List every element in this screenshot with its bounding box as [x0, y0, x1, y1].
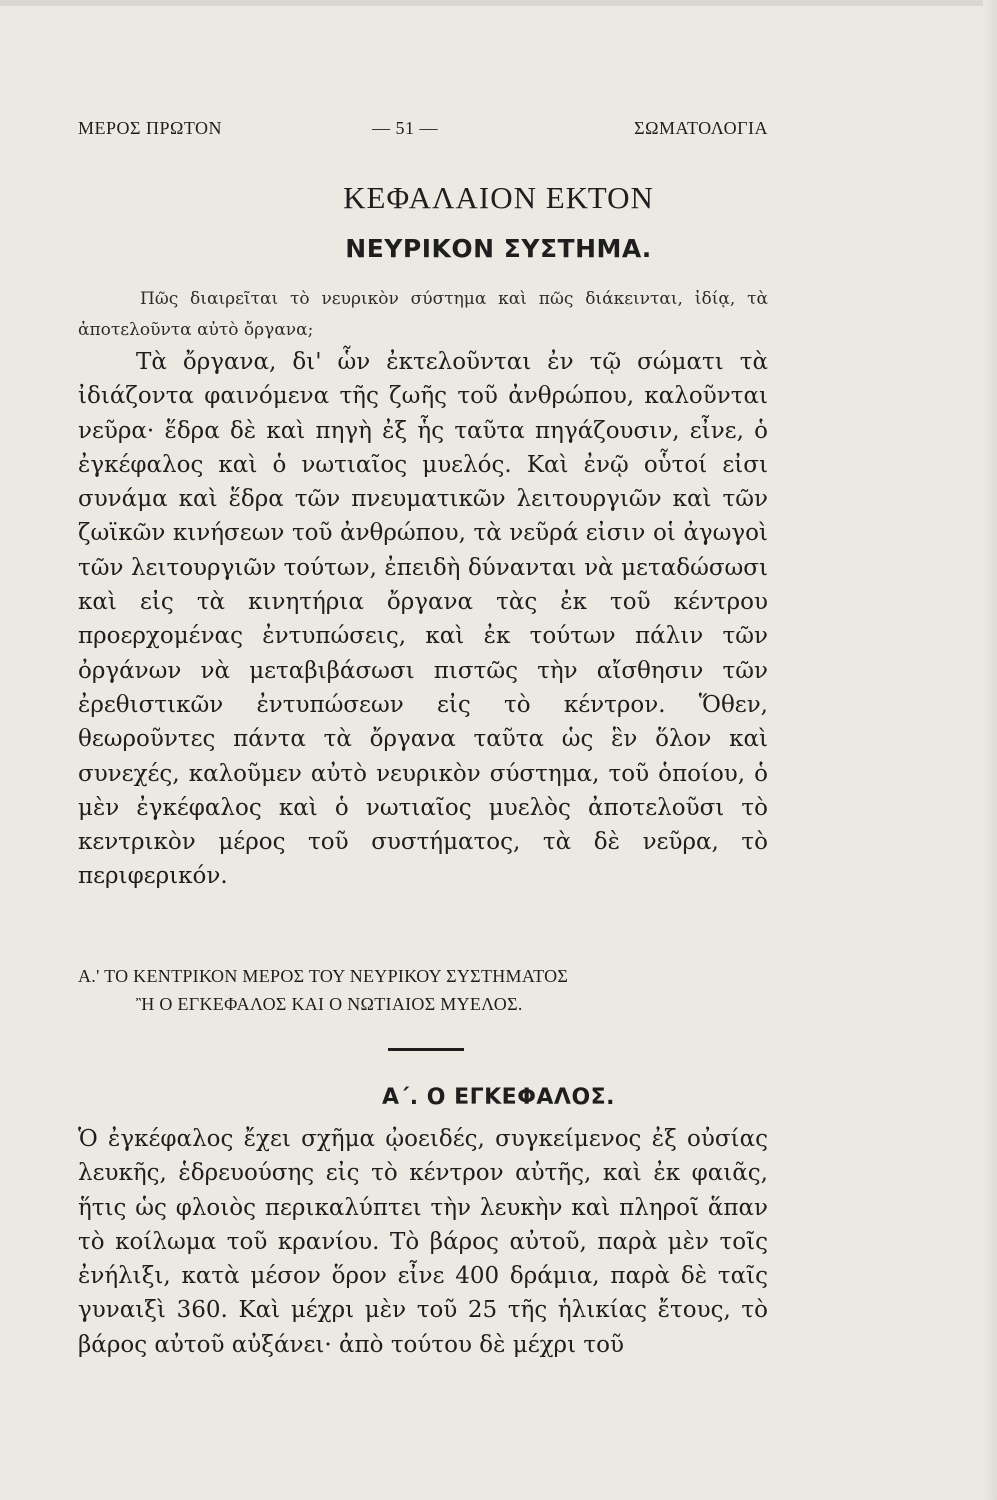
subsection-title: Α΄. Ο ΕΓΚΕΦΑΛΟΣ.	[381, 1085, 616, 1110]
section-heading	[78, 962, 768, 1018]
section-heading-line-1: Α.' ΤΟ ΚΕΝΤΡΙΚΟΝ ΜΕΡΟΣ ΤΟΥ ΝΕΥΡΙΚΟΥ ΣΥΣΤΗΜΑΤΟΣ	[78, 966, 569, 986]
chapter-question: Πῶς διαιρεῖται τὸ νευρικὸν σύστημα καὶ πῶς διάκεινται, ἰδίᾳ, τὰ ἀποτελοῦντα αὐτὸ ὄργανα;	[78, 289, 768, 340]
section-divider	[388, 1048, 464, 1051]
page-top-edge	[0, 0, 997, 6]
body-paragraph-nervous-system: Τὰ ὄργανα, δι' ὧν ἐκτελοῦνται ἐν τῷ σώματι τὰ ἰδιάζοντα φαινόμενα τῆς ζωῆς τοῦ ἀνθρώπου, καλοῦνται νεῦρα· ἕδρα δὲ καὶ πηγὴ ἐξ ἧς ταῦτα πηγάζουσιν, εἶνε, ὁ ἐγκέφαλος καὶ ὁ νωτιαῖος μυελός. Καὶ ἐνῷ οὗτοί εἰσι συνάμα καὶ ἕδρα τῶν πνευματικῶν λειτουργιῶν καὶ τῶν ζωϊκῶν κινήσεων τοῦ ἀνθρώπου, τὰ νεῦρά εἰσιν οἱ ἀγωγοὶ τῶν λειτουργιῶν τούτων, ἐπειδὴ δύνανται νὰ μεταδώσωσι καὶ εἰς τὰ κινητήρια ὄργανα τὰς ἐκ τοῦ κέντρου προερχομένας ἐντυπώσεις, καὶ ἐκ τούτων πάλιν τῶν ὀργάνων νὰ μεταβιβάσωσι πιστῶς τὴν αἴσθησιν τῶν ἐρεθιστικῶν ἐντυπώσεων εἰς τὸ κέντρον. Ὅθεν, θεωροῦντες πάντα τὰ ὄργανα ταῦτα ὡς ἓν ὅλον καὶ συνεχές, καλοῦμεν αὐτὸ νευρικὸν σύστημα, τοῦ ὁποίου, ὁ μὲν ἐγκέφαλος καὶ ὁ νωτιαῖος μυελὸς ἀποτελοῦσι τὸ κεντρικὸν μέρος τοῦ συστήματος, τὰ δὲ νεῦρα, τὸ περιφερικόν.	[78, 349, 768, 890]
page-number: — 51 —	[372, 118, 438, 138]
header-part-title: ΜΕΡΟΣ ΠΡΩΤΟΝ	[78, 118, 223, 138]
header-section-title: ΣΩΜΑΤΟΛΟΓΙΑ	[634, 118, 768, 138]
section-heading-line-2: Ἢ Ο ΕΓΚΕΦΑΛΟΣ ΚΑΙ Ο ΝΩΤΙΑΙΟΣ ΜΥΕΛΟΣ.	[136, 994, 523, 1014]
body-paragraph-brain: Ὁ ἐγκέφαλος ἔχει σχῆμα ᾠοειδές, συγκείμενος ἐξ οὐσίας λευκῆς, ἑδρευούσης εἰς τὸ κέντρον αὐτῆς, καὶ ἐκ φαιᾶς, ἥτις ὡς φλοιὸς περικαλύπτει τὴν λευκὴν καὶ πληροῖ ἅπαν τὸ κοίλωμα τοῦ κρανίου. Τὸ βάρος αὐτοῦ, παρὰ μὲν τοῖς ἐνήλιξι, κατὰ μέσον ὅρον εἶνε 400 δράμια, παρὰ δὲ ταῖς γυναιξὶ 360. Καὶ μέχρι μὲν τοῦ 25 τῆς ἡλικίας ἔτους, τὸ βάρος αὐτοῦ αὐξάνει· ἀπὸ τούτου δὲ μέχρι τοῦ	[78, 1126, 768, 1358]
page-right-edge	[983, 0, 997, 1500]
running-header	[78, 118, 768, 148]
chapter-subtitle: ΝΕΥΡΙΚΟΝ ΣΥΣΤΗΜΑ.	[345, 234, 652, 263]
chapter-title: ΚΕΦΑΛΑΙΟΝ ΕΚΤΟΝ	[343, 180, 654, 215]
